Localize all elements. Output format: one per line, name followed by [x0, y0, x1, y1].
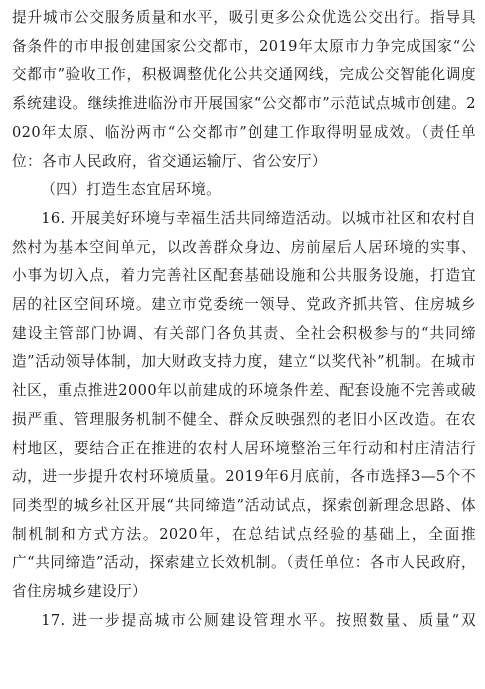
paragraph-public-transit: 提升城市公交服务质量和水平，吸引更多公众优选公交出行。指导具备条件的市申报创建国家公交都市，2019年太原市力争完成国家“公交都市”验收工作，积极调整优化公共交通网线，完成公交智能化调度系统建设。继续推进临汾市开展国家“公交都市”示范试点城市创建。2020年太原、临汾两市“公交都市”创建工作取得明显成效。（责任单位：各市人民政府，省交通运输厅、省公安厅） — [12, 9, 476, 170]
section-heading-ecological-living: （四）打造生态宜居环境。 — [41, 181, 222, 199]
paragraph-item-17: 17. 进一步提高城市公厕建设管理水平。按照数量、质量“双 — [41, 611, 476, 629]
paragraph-item-16: 16. 开展美好环境与幸福生活共同缔造活动。以城市社区和农村自然村为基本空间单元，以改善群众身边、房前屋后人居环境的实事、小事为切入点，着力完善社区配套基础设施和公共服务设施，打造宜居的社区空间环境。建立市党委统一领导、党政齐抓共管、住房城乡建设主管部门协调、有关部门各负其责、全社会积极参与的“共同缔造”活动领导体制，加大财政支持力度，建立“以奖代补”机制。在城市社区，重点推进2000年以前建成的环境条件差、配套设施不完善或破损严重、管理服务机制不健全、群众反映强烈的老旧小区改造。在农村地区，要结合正在推进的农村人居环境整治三年行动和村庄清洁行动，进一步提升农村环境质量。2019年6月底前，各市选择3—5个不同类型的城乡社区开展“共同缔造”活动试点，探索创新理念思路、体制机制和方式方法。2020年，在总结试点经验的基础上，全面推广“共同缔造”活动，探索建立长效机制。（责任单位：各市人民政府，省住房城乡建设厅） — [12, 209, 476, 601]
